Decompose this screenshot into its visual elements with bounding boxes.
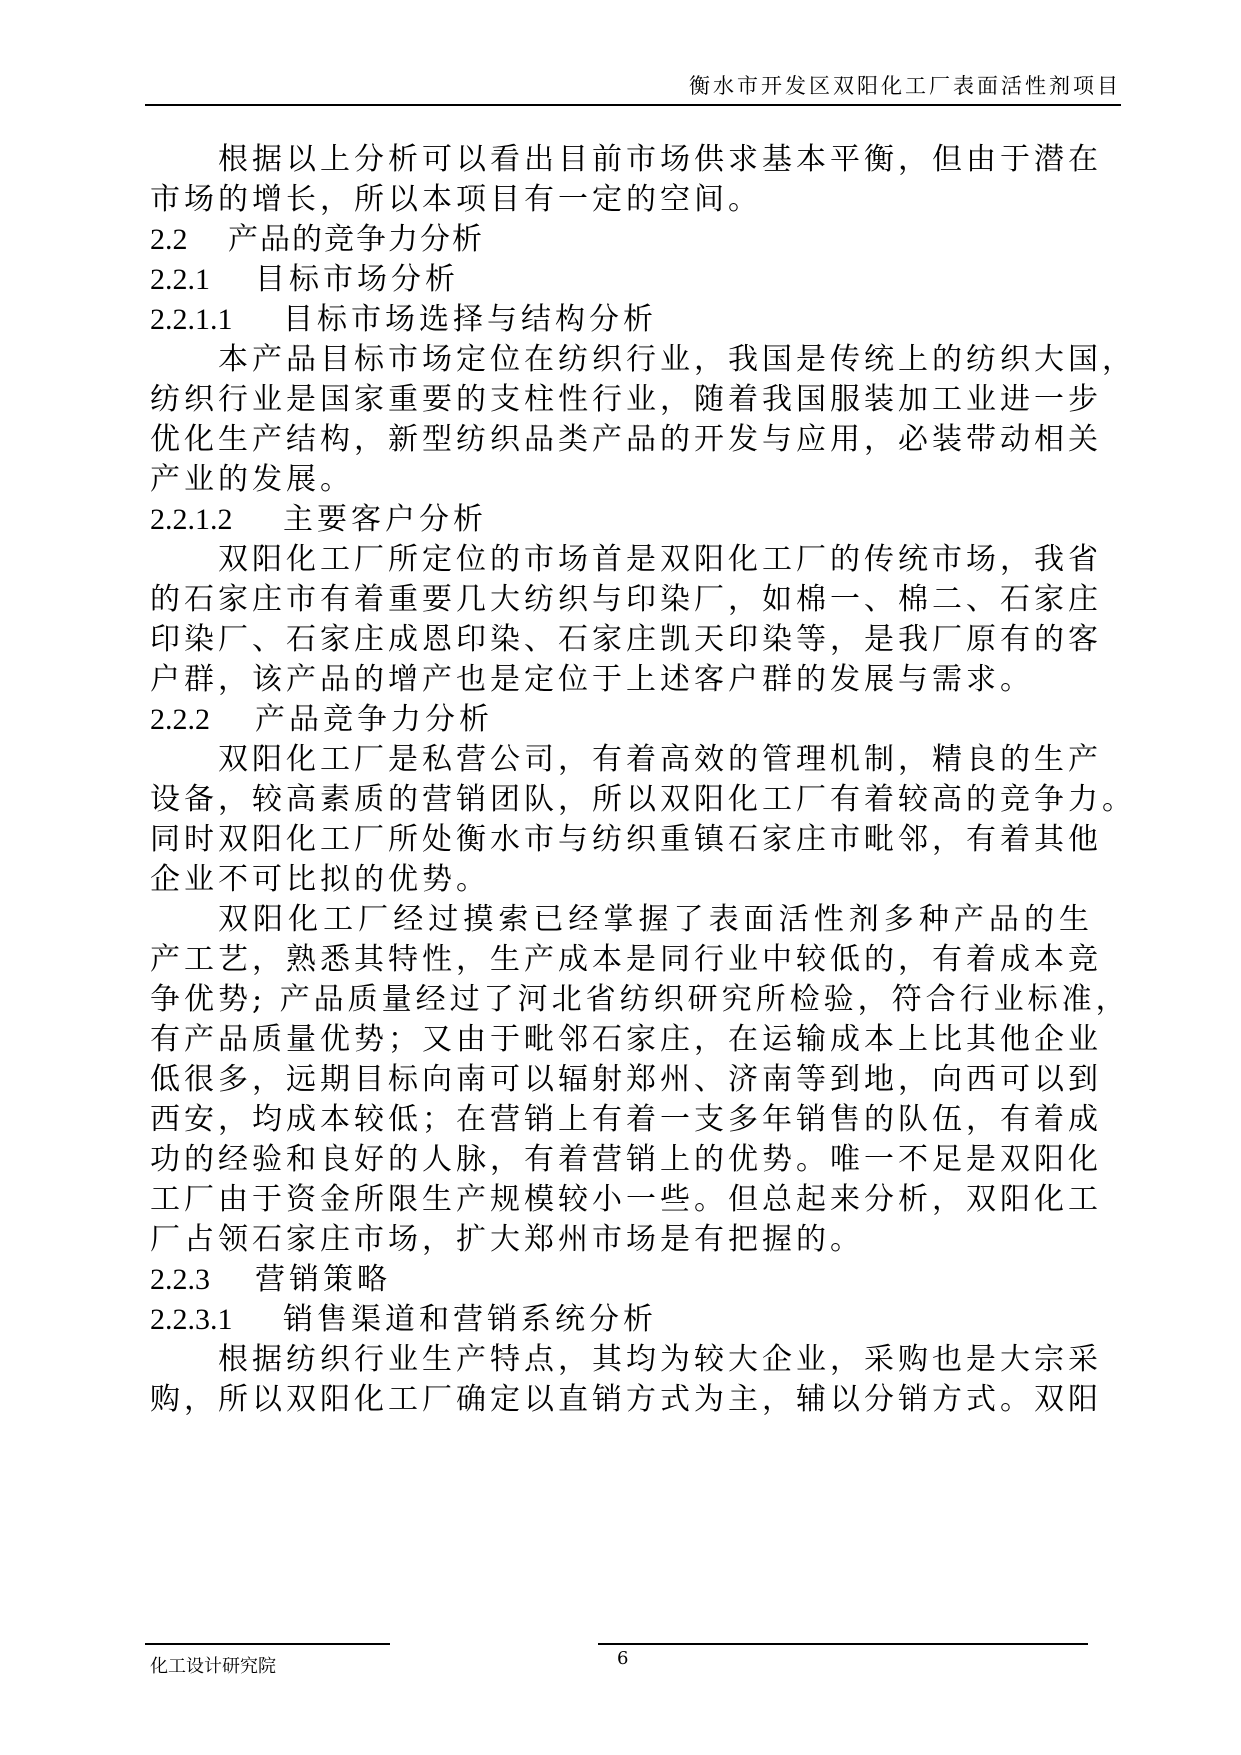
section-title: 目标市场选择与结构分析 xyxy=(283,302,657,337)
section-heading xyxy=(150,500,1093,540)
paragraph-line: 争优势; 产品质量经过了河北省纺织研究所检验，符合行业标准， xyxy=(150,982,1130,1017)
paragraph-line: 厂占领石家庄市场，扩大郑州市场是有把握的。 xyxy=(150,1222,864,1257)
section-number: 2.2.1 xyxy=(150,263,210,296)
section-heading xyxy=(150,220,1093,260)
section-number: 2.2.1.2 xyxy=(150,503,233,536)
paragraph-line: 有产品质量优势；又由于毗邻石家庄，在运输成本上比其他企业 xyxy=(150,1022,1102,1057)
section-title: 营销策略 xyxy=(255,1262,391,1297)
paragraph-line: 户群，该产品的增产也是定位于上述客户群的发展与需求。 xyxy=(150,662,1034,697)
paragraph-line: 设备，较高素质的营销团队，所以双阳化工厂有着较高的竞争力。 xyxy=(150,782,1136,817)
paragraph-line: 优化生产结构，新型纺织品类产品的开发与应用，必装带动相关 xyxy=(150,422,1102,457)
header-rule xyxy=(145,104,1121,106)
header-title: 衡水市开发区双阳化工厂表面活性剂项目 xyxy=(689,74,1121,98)
section-heading xyxy=(150,260,1093,300)
paragraph-line: 双阳化工厂所定位的市场首是双阳化工厂的传统市场，我省 xyxy=(218,542,1102,577)
paragraph-line: 西安，均成本较低；在营销上有着一支多年销售的队伍，有着成 xyxy=(150,1102,1102,1137)
footer-rule-left xyxy=(145,1643,390,1645)
section-number: 2.2.3.1 xyxy=(150,1303,233,1336)
paragraph-line: 低很多，远期目标向南可以辐射郑州、济南等到地，向西可以到 xyxy=(150,1062,1102,1097)
paragraph-line: 产工艺，熟悉其特性，生产成本是同行业中较低的，有着成本竞 xyxy=(150,942,1102,977)
paragraph-line: 纺织行业是国家重要的支柱性行业，随着我国服装加工业进一步 xyxy=(150,382,1102,417)
paragraph-line: 本产品目标市场定位在纺织行业，我国是传统上的纺织大国， xyxy=(218,342,1136,377)
section-heading xyxy=(150,1300,1093,1340)
paragraph-line: 产业的发展。 xyxy=(150,462,354,497)
section-heading xyxy=(150,700,1093,740)
paragraph-line: 市场的增长，所以本项目有一定的空间。 xyxy=(150,182,762,217)
document-body xyxy=(150,140,1136,1420)
paragraph-line: 根据纺织行业生产特点，其均为较大企业，采购也是大宗采 xyxy=(218,1342,1102,1377)
paragraph-line: 根据以上分析可以看出目前市场供求基本平衡，但由于潜在 xyxy=(218,142,1102,177)
section-heading xyxy=(150,300,1093,340)
footer-institute: 化工设计研究院 xyxy=(150,1656,276,1677)
section-number: 2.2.1.1 xyxy=(150,303,233,336)
section-title: 销售渠道和营销系统分析 xyxy=(283,1302,657,1337)
paragraph-line: 功的经验和良好的人脉，有着营销上的优势。唯一不足是双阳化 xyxy=(150,1142,1102,1177)
section-title: 目标市场分析 xyxy=(255,262,459,297)
section-number: 2.2.2 xyxy=(150,703,210,736)
section-number: 2.2 xyxy=(150,223,188,256)
page-number: 6 xyxy=(617,1648,629,1669)
paragraph-line: 的石家庄市有着重要几大纺织与印染厂，如棉一、棉二、石家庄 xyxy=(150,582,1102,617)
footer-rule-right xyxy=(598,1643,1088,1645)
section-title: 主要客户分析 xyxy=(283,502,487,537)
paragraph-line: 企业不可比拟的优势。 xyxy=(150,862,490,897)
paragraph-line: 工厂由于资金所限生产规模较小一些。但总起来分析，双阳化工 xyxy=(150,1182,1102,1217)
paragraph-line: 双阳化工厂是私营公司，有着高效的管理机制，精良的生产 xyxy=(218,742,1102,777)
paragraph-line: 同时双阳化工厂所处衡水市与纺织重镇石家庄市毗邻，有着其他 xyxy=(150,822,1102,857)
paragraph-line: 购，所以双阳化工厂确定以直销方式为主，辅以分销方式。双阳 xyxy=(150,1382,1102,1417)
section-title: 产品的竞争力分析 xyxy=(228,222,484,257)
section-title: 产品竞争力分析 xyxy=(255,702,493,737)
section-number: 2.2.3 xyxy=(150,1263,210,1296)
paragraph-line: 双阳化工厂经过摸索已经掌握了表面活性剂多种产品的生 xyxy=(218,902,1093,937)
section-heading xyxy=(150,1260,1093,1300)
paragraph-line: 印染厂、石家庄成恩印染、石家庄凯天印染等，是我厂原有的客 xyxy=(150,622,1102,657)
